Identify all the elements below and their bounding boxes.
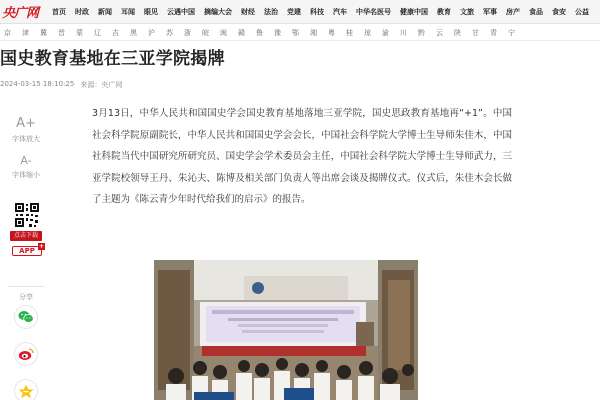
- plus-icon: +: [38, 243, 45, 250]
- font-larger-label: 字体放大: [12, 135, 40, 143]
- region-item[interactable]: 闽: [220, 28, 227, 37]
- region-item[interactable]: 青: [490, 28, 497, 37]
- region-item[interactable]: 吉: [112, 28, 119, 37]
- nav-item-education[interactable]: 教育: [437, 7, 451, 16]
- app-label: APP: [19, 247, 35, 255]
- region-item[interactable]: 陕: [454, 28, 461, 37]
- region-item[interactable]: 沪: [148, 28, 155, 37]
- article-source-name: 央广网: [101, 81, 123, 89]
- top-nav-bar: [0, 0, 600, 24]
- qzone-icon: [18, 384, 34, 399]
- nav-item-tech[interactable]: 科技: [310, 7, 324, 16]
- tool-rail: [0, 116, 52, 400]
- region-item[interactable]: 豫: [274, 28, 281, 37]
- region-item[interactable]: 鄂: [292, 28, 299, 37]
- rail-divider: [8, 286, 44, 287]
- qr-code-icon[interactable]: [14, 202, 40, 228]
- font-smaller-button[interactable]: [0, 154, 52, 180]
- region-nav: [0, 25, 600, 41]
- article-paragraph: 3月13日，中华人民共和国国史学会国史教育基地落地三亚学院，国史思政教育基地再“+1”。中国社会科学院原副院长，中华人民共和国国史学会会长，中国社会科学院大学博士生导师朱佳木，中国社科院当代中国研究所研究员、国史学会学术委员会主任，中国社会科学院大学博士生导师武力，三亚学院校领导王丹、朱沁夫、陈博及相关部门负责人等出席会谈及揭牌仪式。仪式后，朱佳木会长做了主题为《陈云青少年时代给我们的启示》的报告。: [92, 108, 512, 206]
- nav-item-finance[interactable]: 财经: [241, 7, 255, 16]
- region-item[interactable]: 晋: [58, 28, 65, 37]
- site-logo[interactable]: [0, 0, 48, 24]
- font-larger-button[interactable]: [0, 116, 52, 144]
- app-button[interactable]: [12, 243, 45, 256]
- share-weibo-button[interactable]: [14, 342, 38, 366]
- region-item[interactable]: 蒙: [76, 28, 83, 37]
- site-logo-text: 央广网: [2, 6, 39, 21]
- article-source-label: 来源：: [80, 81, 102, 89]
- nav-item-seen[interactable]: 眼见: [144, 7, 158, 16]
- nav-item-hearsay[interactable]: 耳闻: [121, 7, 135, 16]
- region-item[interactable]: 黔: [418, 28, 425, 37]
- nav-item-food[interactable]: 食品: [529, 7, 543, 16]
- share-qzone-button[interactable]: [14, 379, 38, 400]
- nav-item-doctors[interactable]: 中华名医号: [356, 7, 391, 16]
- nav-item-culture-travel[interactable]: 文旅: [460, 7, 474, 16]
- nav-item-health[interactable]: 健康中国: [400, 7, 428, 16]
- nav-item-auto[interactable]: 汽车: [333, 7, 347, 16]
- share-wechat-button[interactable]: [14, 305, 38, 329]
- region-item[interactable]: 苏: [166, 28, 173, 37]
- region-item[interactable]: 京: [4, 28, 11, 37]
- nav-item-law[interactable]: 法治: [264, 7, 278, 16]
- article-title: 国史教育基地在三亚学院揭牌: [0, 49, 225, 69]
- region-item[interactable]: 云: [436, 28, 443, 37]
- region-item[interactable]: 川: [400, 28, 407, 37]
- nav-item-conference[interactable]: 摘编大会: [204, 7, 232, 16]
- region-item[interactable]: 甘: [472, 28, 479, 37]
- region-item[interactable]: 渝: [382, 28, 389, 37]
- font-larger-icon: A+: [16, 116, 36, 131]
- region-item[interactable]: 鲁: [256, 28, 263, 37]
- region-item[interactable]: 津: [22, 28, 29, 37]
- nav-item-cloud-china[interactable]: 云遇中国: [167, 7, 195, 16]
- nav-item-home[interactable]: 首页: [52, 7, 66, 16]
- nav-item-property[interactable]: 房产: [506, 7, 520, 16]
- region-item[interactable]: 赣: [238, 28, 245, 37]
- nav-item-charity[interactable]: 公益: [575, 7, 589, 16]
- article-meta: [0, 80, 122, 90]
- region-item[interactable]: 皖: [202, 28, 209, 37]
- region-item[interactable]: 粤: [328, 28, 335, 37]
- region-item[interactable]: 宁: [508, 28, 515, 37]
- weibo-icon: [18, 347, 34, 361]
- download-button[interactable]: 点击下载: [10, 231, 42, 241]
- nav-item-military[interactable]: 军事: [483, 7, 497, 16]
- region-item[interactable]: 琼: [364, 28, 371, 37]
- region-item[interactable]: 辽: [94, 28, 101, 37]
- article-date: 2024-03-15 18:10:25: [0, 80, 75, 88]
- nav-item-politics[interactable]: 时政: [75, 7, 89, 16]
- nav-item-food-safety[interactable]: 食安: [552, 7, 566, 16]
- share-label: 分享: [19, 293, 33, 301]
- nav-item-news[interactable]: 新闻: [98, 7, 112, 16]
- region-item[interactable]: 冀: [40, 28, 47, 37]
- region-item[interactable]: 黑: [130, 28, 137, 37]
- region-item[interactable]: 湘: [310, 28, 317, 37]
- nav-item-party[interactable]: 党建: [287, 7, 301, 16]
- region-item[interactable]: 桂: [346, 28, 353, 37]
- wechat-icon: [18, 310, 34, 324]
- main-nav: [52, 0, 598, 24]
- article-source: [80, 80, 122, 90]
- article-photo: [154, 260, 418, 400]
- font-smaller-label: 字体缩小: [12, 171, 40, 179]
- font-smaller-icon: A-: [20, 154, 32, 167]
- region-item[interactable]: 浙: [184, 28, 191, 37]
